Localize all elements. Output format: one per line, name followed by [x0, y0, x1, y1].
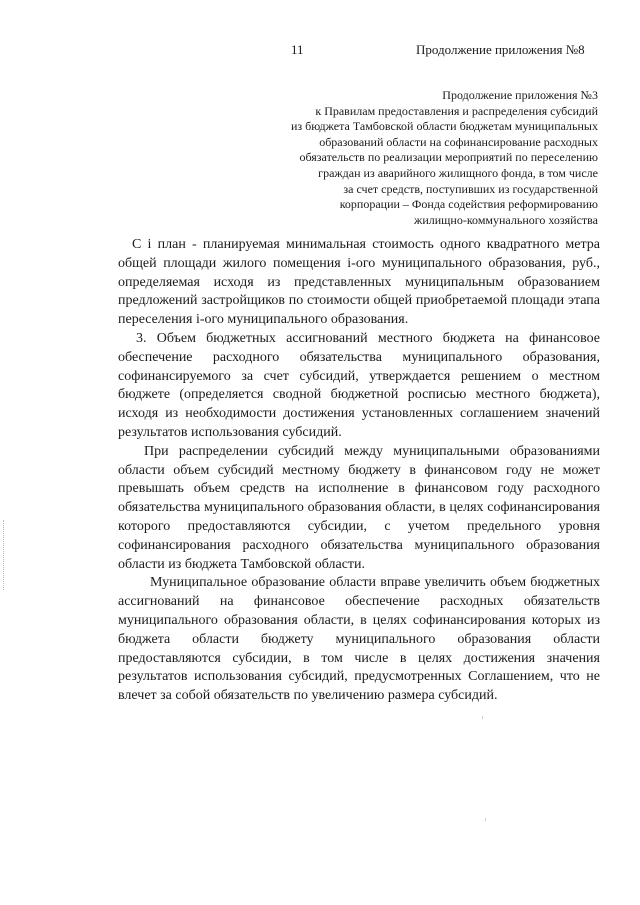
header-line: из бюджета Тамбовской области бюджетам муниципальных — [290, 119, 598, 134]
header-line: корпорации – Фонда содействия реформированию — [339, 197, 598, 212]
scan-speck — [482, 716, 483, 719]
paragraph-municipal-rights: Муниципальное образование области вправе увеличить объем бюджетных ассигнований на финансовое обеспечение расходных обязательств муниципального образования области, в целях софинансирования которых из бюджета области бюджету муниципального образования области предоставляются субсидии, в том числе в целях достижения значения результатов использования субсидий, предусмотренных Соглашением, что не влечет за собой обязательств по увеличению размера субсидий. — [118, 575, 600, 704]
scan-speck — [485, 818, 486, 821]
document-body — [118, 236, 600, 706]
continuation-label: Продолжение приложения №8 — [416, 42, 585, 57]
paragraph-subsidy-distribution: При распределении субсидий между муниципальными образованиями области объем субсидий местному бюджету в финансовом году не может превышать объем средств на исполнение в финансовом году расходного обязательства муниципального образования области, в целях софинансирования которого предоставляются субсидии, с учетом предельного уровня софинансирования расходного обязательства муниципального образования области из бюджета Тамбовской области. — [118, 443, 600, 572]
paragraph-c-plan: C i план - планируемая минимальная стоимость одного квадратного метра общей площади жилого помещения i-ого муниципального образования, руб., определяемая исходя из представленных муниципальным образованием предложений застройщиков по стоимости общей приобретаемой площади этапа переселения i-ого муниципального образования. — [118, 237, 600, 328]
header-line: к Правилам предоставления и распределения субсидий — [315, 103, 598, 118]
header-line: за счет средств, поступивших из государственной — [343, 181, 598, 196]
page-number: 11 — [291, 42, 304, 57]
scan-margin-mark — [3, 520, 8, 590]
header-line: Продолжение приложения №3 — [442, 88, 598, 102]
header-line: образований области на софинансирование расходных — [319, 134, 598, 149]
header-line: обязательств по реализации мероприятий по переселению — [299, 150, 598, 165]
header-line: жилищно-коммунального хозяйства — [414, 212, 598, 227]
header-line: граждан из аварийного жилищного фонда, в том числе — [318, 165, 598, 180]
appendix-header — [238, 88, 598, 228]
paragraph-budget-allocations: 3. Объем бюджетных ассигнований местного бюджета на финансовое обеспечение расходного обязательства муниципального образования, софинансируемого за счет субсидий, утверждается решением о местном бюджете (определяется сводной бюджетной росписью местного бюджета), исходя из необходимости достижения установленных соглашением значений результатов использования субсидий. — [118, 330, 600, 440]
